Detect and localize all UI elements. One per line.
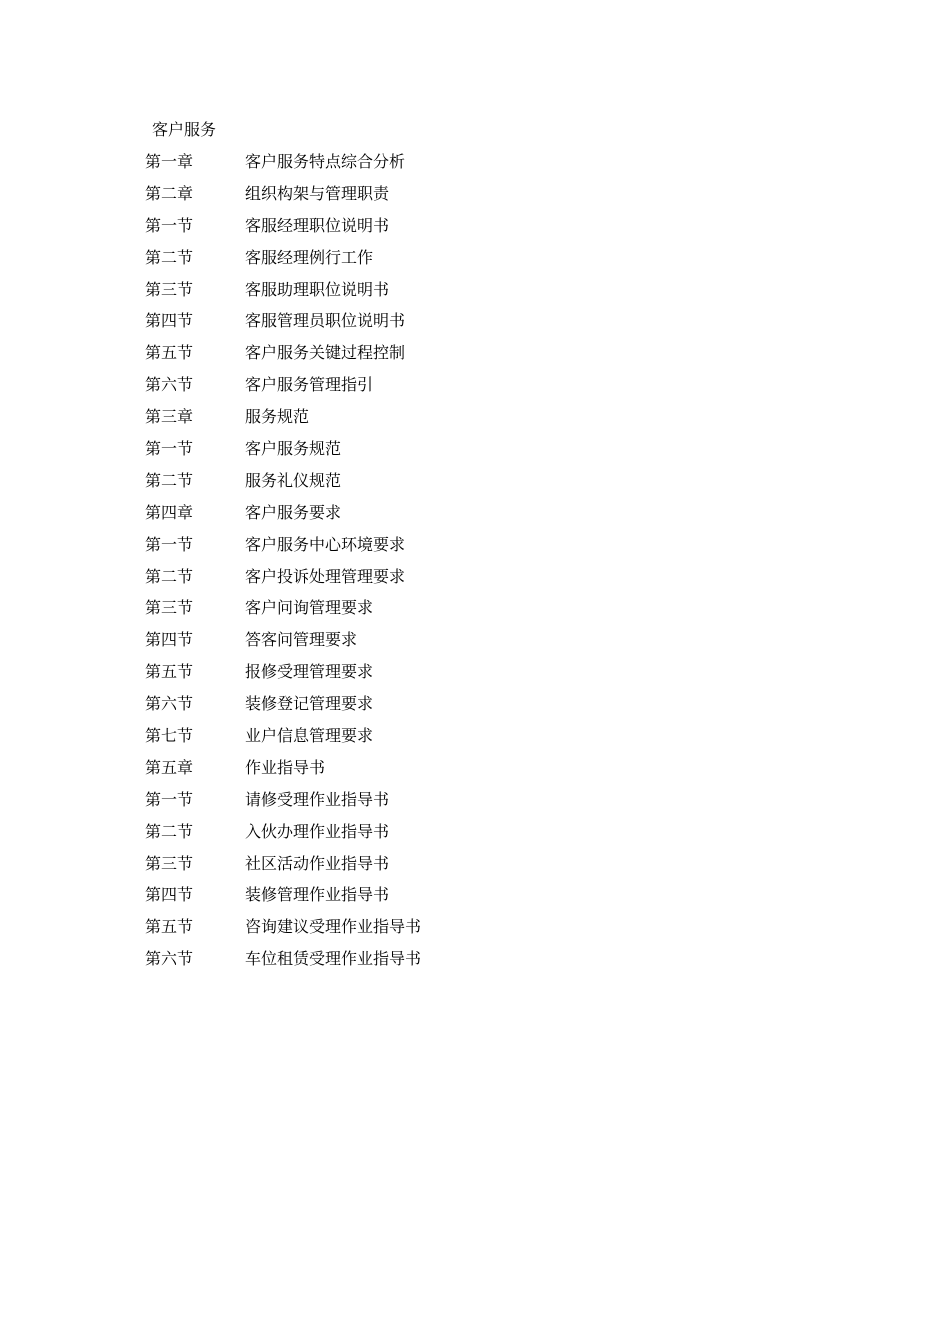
toc-entry: [145, 693, 421, 725]
toc-entry: [145, 629, 421, 661]
toc-entry-text: 客户服务中心环境要求: [245, 534, 406, 554]
toc-entry-text: 组织构架与管理职责: [245, 183, 390, 203]
toc-entry-text: 客户服务关键过程控制: [245, 343, 406, 363]
toc-entry: [145, 725, 421, 757]
toc-entry-number: 第四节: [145, 630, 194, 650]
toc-entry-number: 第四章: [145, 502, 194, 522]
toc-entry-number: 第三节: [145, 853, 194, 873]
toc-entry: [145, 789, 421, 821]
toc-entry-number: 第三节: [145, 598, 194, 618]
toc-entry-number: 第二节: [145, 247, 194, 267]
toc-entry-number: 第一节: [145, 789, 194, 809]
toc-entry-text: 服务规范: [245, 407, 310, 427]
toc-entry-text: 客服经理职位说明书: [245, 215, 390, 235]
toc-entry: [145, 310, 421, 342]
toc-entry-text: 咨询建议受理作业指导书: [245, 917, 422, 937]
toc-entry-number: 第三节: [145, 279, 194, 299]
toc-entry-number: 第七节: [145, 726, 194, 746]
toc-entry-number: 第一节: [145, 439, 194, 459]
toc-entry: [145, 215, 421, 247]
toc-entry-text: 客户服务规范: [245, 439, 342, 459]
toc-entry-text: 请修受理作业指导书: [245, 789, 390, 809]
toc-entry-text: 客户服务管理指引: [245, 375, 374, 395]
toc-entry: [145, 247, 421, 279]
toc-entry-text: 车位租赁受理作业指导书: [245, 949, 422, 969]
toc-entry-number: 第五节: [145, 662, 194, 682]
toc-entry: [145, 916, 421, 948]
document-title: 客户服务: [152, 120, 217, 139]
toc-entry: [145, 406, 421, 438]
toc-entry: [145, 534, 421, 566]
toc-entry-text: 客服经理例行工作: [245, 247, 374, 267]
toc-entry: [145, 279, 421, 311]
toc-entry-number: 第六节: [145, 694, 194, 714]
toc-entry: [145, 470, 421, 502]
toc-entry-number: 第二节: [145, 566, 194, 586]
toc-entry-text: 客户服务特点综合分析: [245, 152, 406, 171]
toc-entry-number: 第二节: [145, 821, 194, 841]
toc-entry-text: 报修受理管理要求: [245, 662, 374, 682]
toc-entry-number: 第一章: [145, 152, 194, 171]
toc-entry-text: 客户服务要求: [245, 502, 342, 522]
toc-entry: [145, 566, 421, 598]
toc-entry: [145, 438, 421, 470]
toc-entry: [145, 661, 421, 693]
toc-entry-number: 第四节: [145, 885, 194, 905]
toc-entry-text: 社区活动作业指导书: [245, 853, 390, 873]
toc-entry-text: 答客问管理要求: [245, 630, 358, 650]
toc-entry-text: 客户投诉处理管理要求: [245, 566, 406, 586]
toc-entry: [145, 342, 421, 374]
toc-entry-number: 第五节: [145, 917, 194, 937]
toc-entry-number: 第五章: [145, 757, 194, 777]
toc-entry: [145, 757, 421, 789]
toc-entry: [145, 374, 421, 406]
toc-entry-number: 第四节: [145, 311, 194, 331]
toc-entry: [145, 821, 421, 853]
toc-entry: [145, 948, 421, 980]
toc-entry-number: 第三章: [145, 407, 194, 427]
toc-entry-text: 服务礼仪规范: [245, 470, 342, 490]
toc-entry-text: 装修管理作业指导书: [245, 885, 390, 905]
toc-entry-number: 第一节: [145, 215, 194, 235]
toc-entry-text: 业户信息管理要求: [245, 726, 374, 746]
toc-entry-number: 第二章: [145, 183, 194, 203]
toc-entry-text: 作业指导书: [245, 757, 326, 777]
toc-entry-number: 第二节: [145, 470, 194, 490]
toc-entry-text: 装修登记管理要求: [245, 694, 374, 714]
toc-entry-text: 客户问询管理要求: [245, 598, 374, 618]
toc-entry: [145, 597, 421, 629]
toc-entry: [145, 502, 421, 534]
toc-entry: [145, 853, 421, 885]
toc-entry-number: 第六节: [145, 949, 194, 969]
toc-entry-number: 第五节: [145, 343, 194, 363]
toc-entry-number: 第一节: [145, 534, 194, 554]
toc-entry: [145, 151, 421, 183]
toc-entry-text: 客服助理职位说明书: [245, 279, 390, 299]
toc-entry-number: 第六节: [145, 375, 194, 395]
toc-entry: [145, 884, 421, 916]
table-of-contents: [145, 151, 421, 980]
toc-entry-text: 入伙办理作业指导书: [245, 821, 390, 841]
toc-entry: [145, 183, 421, 215]
toc-entry-text: 客服管理员职位说明书: [245, 311, 406, 331]
